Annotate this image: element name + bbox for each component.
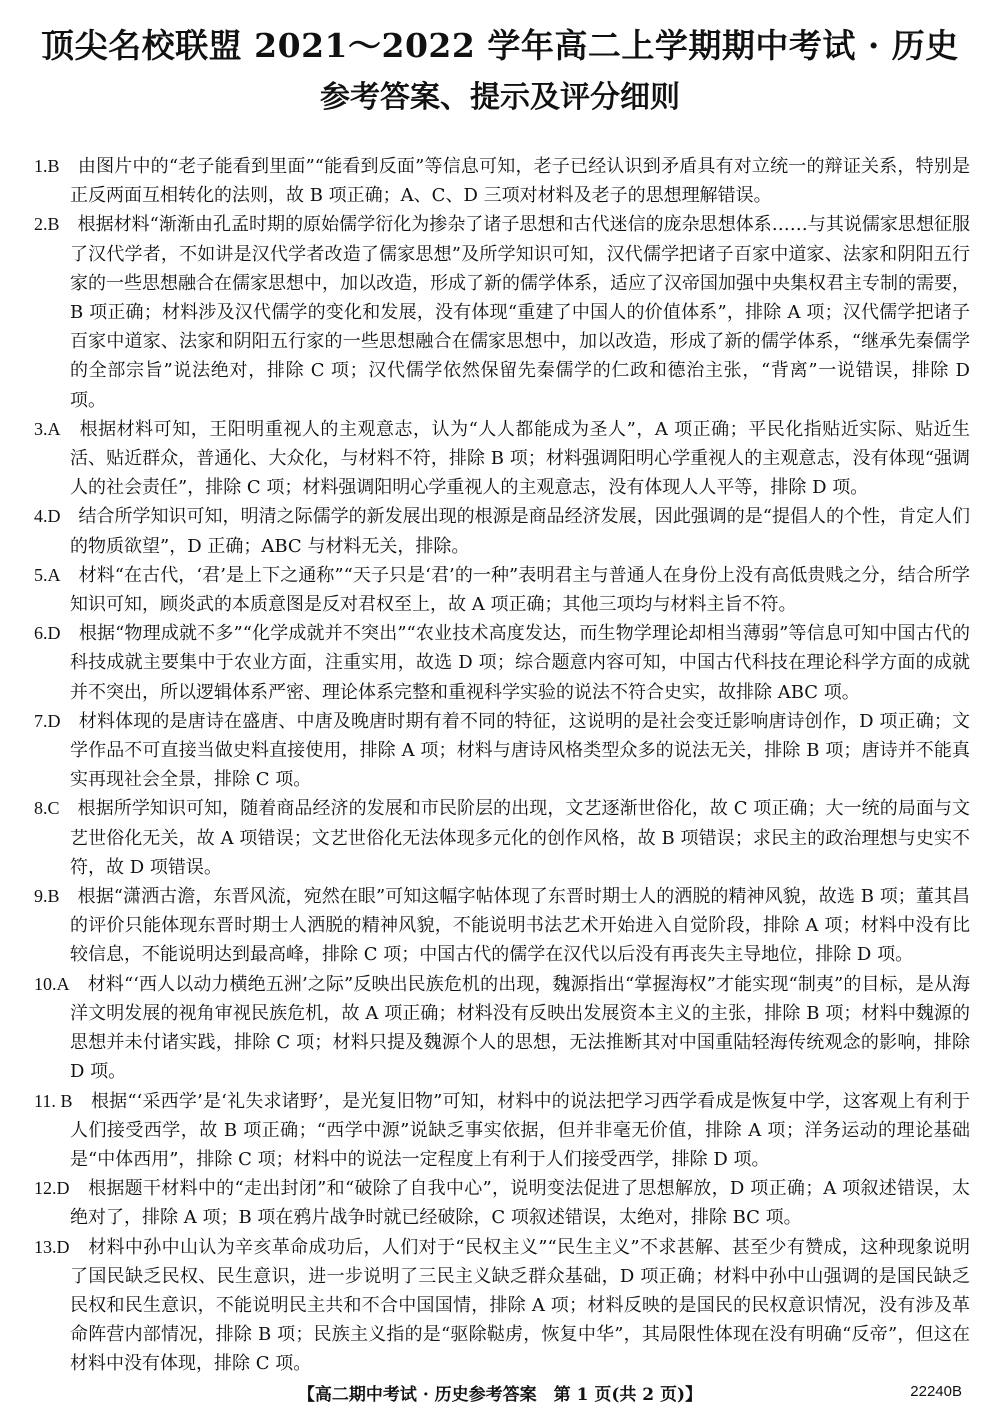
answer-text: 结合所学知识可知，明清之际儒学的新发展出现的根源是商品经济发展，因此强调的是“提倡人的个性，肯定人们的物质欲望”，D 正确；ABC 与材料无关，排除。 bbox=[70, 506, 970, 557]
document-subtitle: 参考答案、提示及评分细则 bbox=[320, 80, 680, 115]
answer-item-9 bbox=[34, 882, 970, 970]
answer-label: 10.A bbox=[34, 973, 70, 994]
document-title: 顶尖名校联盟 2021～2022 学年高二上学期期中考试 · 历史 bbox=[41, 26, 959, 65]
answer-text: 根据材料可知，王阳明重视人的主观意志，认为“人人都能成为圣人”，A 项正确；平民化指贴近实际、贴近生活、贴近群众，普通化、大众化，与材料不符，排除 B 项；材料强调阳明心学重视人的主观意志，没有体现“强调人的社会责任”，排除 C 项；材料强调阳明心学重视人的主观意志，没有体现人人平等，排除 D 项。 bbox=[70, 418, 971, 499]
answer-label: 3.A bbox=[34, 418, 61, 439]
answer-text: 根据“‘采西学’是‘礼失求诸野’，是光复旧物”可知，材料中的说法把学习西学看成是恢复中学，这客观上有利于人们接受西学，故 B 项正确；“西学中源”说缺乏事实依据，但并非毫无价值，排除 A 项；洋务运动的理论基础是“中体西用”，排除 C 项；材料中的说法一定程度上有利于人们接受西学，排除 D 项。 bbox=[70, 1090, 971, 1170]
answer-text: 材料“‘西人以动力横绝五洲’之际”反映出民族危机的出现，魏源指出“掌握海权”才能实现“制夷”的目标，是从海洋文明发展的视角审视民族危机，故 A 项正确；材料没有反映出发展资本主义的主张，排除 B 项；材料中魏源的思想并未付诸实践，排除 C 项；材料只提及魏源个人的思想，无法推断其对中国重陆轻海传统观念的影响，排除 D 项。 bbox=[70, 973, 971, 1083]
answer-list bbox=[34, 152, 970, 1379]
answer-item-4 bbox=[34, 502, 970, 560]
answer-text: 材料体现的是唐诗在盛唐、中唐及晚唐时期有着不同的特征，这说明的是社会变迁影响唐诗创作，D 项正确；文学作品不可直接当做史料直接使用，排除 A 项；材料与唐诗风格类型众多的说法无关，排除 B 项；唐诗并不能真实再现社会全景，排除 C 项。 bbox=[70, 710, 970, 791]
answer-item-8 bbox=[34, 794, 970, 882]
answer-text: 根据所学知识可知，随着商品经济的发展和市民阶层的出现，文艺逐渐世俗化，故 C 项正确；大一统的局面与文艺世俗化无关，故 A 项错误；文艺世俗化无法体现多元化的创作风格，故 B 项错误；求民主的政治理想与史实不符，故 D 项错误。 bbox=[70, 798, 971, 878]
answer-item-2 bbox=[34, 210, 970, 414]
answer-text: 根据“物理成就不多”“化学成就并不突出”“农业技术高度发达，而生物学理论却相当薄弱”等信息可知中国古代的科技成就主要集中于农业方面，注重实用，故选 D 项；综合题意内容可知，中国古代科技在理论科学方面的成就并不突出，所以逻辑体系严密、理论体系完整和重视科学实验的说法不符合史实，故排除 ABC 项。 bbox=[70, 623, 970, 703]
answer-text: 材料中孙中山认为辛亥革命成功后，人们对于“民权主义”“民生主义”不求甚解、甚至少有赞成，这种现象说明了国民缺乏民权、民生意识，进一步说明了三民主义缺乏群众基础，D 项正确；材料中孙中山强调的是国民缺乏民权和民生意识，不能说明民主共和不合中国国情，排除 A 项；材料反映的是国民的民权意识情况，没有涉及革命阵营内部情况，排除 B 项；民族主义指的是“驱除鞑虏，恢复中华”，其局限性体现在没有明确“反帝”，但这在材料中没有体现，排除 C 项。 bbox=[70, 1236, 971, 1375]
answer-item-1 bbox=[34, 152, 970, 210]
answer-label: 9.B bbox=[34, 886, 60, 907]
page-footer: 【高二期中考试 · 历史参考答案 第 1 页(共 2 页)】 bbox=[297, 1385, 703, 1405]
answer-item-5 bbox=[34, 561, 970, 619]
answer-text: 根据题干材料中的“走出封闭”和“破除了自我中心”，说明变法促进了思想解放，D 项正确；A 项叙述错误，太绝对了，排除 A 项；B 项在鸦片战争时就已经破除，C 项叙述错误，太绝对，排除 BC 项。 bbox=[70, 1178, 970, 1229]
answer-label: 2.B bbox=[34, 214, 60, 235]
answer-item-11 bbox=[34, 1087, 970, 1175]
answer-label: 12.D bbox=[34, 1178, 70, 1199]
answer-item-13 bbox=[34, 1233, 970, 1379]
answer-label: 6.D bbox=[34, 623, 61, 644]
answer-text: 材料“在古代，‘君’是上下之通称”“天子只是‘君’的一种”表明君主与普通人在身份上没有高低贵贱之分，结合所学知识可知，顾炎武的本质意图是反对君权至上，故 A 项正确；其他三项均与材料主旨不符。 bbox=[70, 564, 970, 616]
answer-item-10 bbox=[34, 970, 970, 1087]
document-code: 22240B bbox=[910, 1383, 962, 1400]
answer-item-6 bbox=[34, 619, 970, 707]
answer-label: 1.B bbox=[34, 156, 60, 176]
answer-text: 根据材料“渐渐由孔孟时期的原始儒学衍化为掺杂了诸子思想和古代迷信的庞杂思想体系……与其说儒家思想征服了汉代学者，不如讲是汉代学者改造了儒家思想”及所学知识可知，汉代儒学把诸子百家中道家、法家和阴阳五行家的一些思想融合在儒家思想中，加以改造，形成了新的儒学体系，适应了汉帝国加强中央集权君主专制的需要，B 项正确；材料涉及汉代儒学的变化和发展，没有体现“重建了中国人的价值体系”，排除 A 项；汉代儒学把诸子百家中道家、法家和阴阳五行家的一些思想融合在儒家思想中，加以改造，形成了新的儒学体系，“继承先秦儒学的全部宗旨”说法绝对，排除 C 项；汉代儒学依然保留先秦儒学的仁政和德治主张，“背离”一说错误，排除 D 项。 bbox=[70, 214, 971, 411]
answer-label: 5.A bbox=[34, 564, 61, 585]
answer-label: 7.D bbox=[34, 710, 61, 731]
answer-item-3 bbox=[34, 415, 970, 503]
answer-text: 由图片中的“老子能看到里面”“能看到反面”等信息可知，老子已经认识到矛盾具有对立统一的辩证关系，特别是正反两面互相转化的法则，故 B 项正确；A、C、D 三项对材料及老子的思想理解错误。 bbox=[70, 156, 971, 207]
answer-label: 13.D bbox=[34, 1236, 70, 1257]
answer-label: 11. B bbox=[34, 1090, 73, 1111]
answer-item-7 bbox=[34, 707, 970, 795]
answer-label: 8.C bbox=[34, 798, 60, 819]
answer-text: 根据“潇洒古澹，东晋风流，宛然在眼”可知这幅字帖体现了东晋时期士人的洒脱的精神风貌，故选 B 项；董其昌的评价只能体现东晋时期士人洒脱的精神风貌，不能说明书法艺术开始进入自觉阶段，排除 A 项；材料中没有比较信息，不能说明达到最高峰，排除 C 项；中国古代的儒学在汉代以后没有再丧失主导地位，排除 D 项。 bbox=[70, 886, 971, 966]
answer-item-12 bbox=[34, 1174, 970, 1232]
answer-label: 4.D bbox=[34, 506, 61, 527]
